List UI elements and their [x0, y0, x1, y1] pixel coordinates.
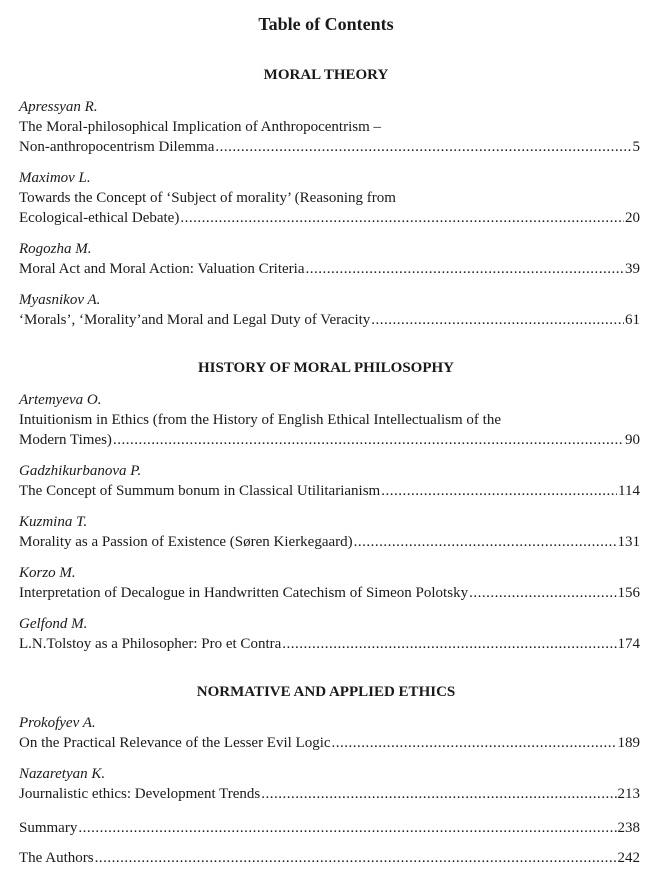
- entry-title-text: L.N.Tolstoy as a Philosopher: Pro et Contra: [19, 636, 282, 652]
- entry-title-last-line: [19, 583, 640, 603]
- toc-entry-prokofyev[interactable]: [19, 713, 640, 753]
- entry-title-last-line: [19, 848, 640, 868]
- toc-entry-the-authors[interactable]: [19, 848, 640, 868]
- entry-author: Gadzhikurbanova P.: [19, 463, 142, 479]
- entry-author: Myasnikov A.: [19, 292, 101, 308]
- entry-page-number: 90: [625, 432, 640, 448]
- entry-title-text: Summary: [19, 820, 78, 836]
- dot-leader: [261, 784, 616, 804]
- entry-title-text: Morality as a Passion of Existence (Søren Kierkegaard): [19, 534, 353, 550]
- entry-page-number: 238: [617, 820, 640, 836]
- entry-title-text: Moral Act and Moral Action: Valuation Criteria: [19, 261, 305, 277]
- dot-leader: [354, 532, 617, 552]
- entry-title-last-line: [19, 784, 640, 804]
- entry-page-number: 131: [617, 534, 640, 550]
- dot-leader: [469, 583, 616, 603]
- entry-page-number: 213: [617, 786, 640, 802]
- entry-author: Maximov L.: [19, 170, 91, 186]
- entry-page-number: 156: [617, 585, 640, 601]
- entry-title-text: The Authors: [19, 850, 94, 866]
- entry-title-last-line: [19, 259, 640, 279]
- toc-entry-summary[interactable]: [19, 818, 640, 838]
- entry-title-last-line: [19, 733, 640, 753]
- entry-author: Rogozha M.: [19, 241, 92, 257]
- entry-title-last-line: [19, 481, 640, 501]
- entry-author: Nazaretyan K.: [19, 766, 106, 782]
- entry-title-text: Modern Times): [19, 432, 112, 448]
- toc-entry-artemyeva[interactable]: [19, 390, 640, 450]
- toc-entry-maximov[interactable]: [19, 168, 640, 228]
- dot-leader: [282, 634, 616, 654]
- toc-entry-gadzhikurbanova[interactable]: [19, 461, 640, 501]
- toc-entry-myasnikov[interactable]: [19, 290, 640, 330]
- dot-leader: [180, 208, 624, 228]
- toc-entry-korzo[interactable]: [19, 563, 640, 603]
- dot-leader: [332, 733, 617, 753]
- entry-title-last-line: [19, 137, 640, 157]
- entry-title-last-line: [19, 208, 640, 228]
- entry-title-text: Ecological-ethical Debate): [19, 210, 180, 226]
- entry-title-text: On the Practical Relevance of the Lesser Evil Logic: [19, 735, 331, 751]
- toc-entry-apressyan[interactable]: [19, 97, 640, 157]
- toc-entry-nazaretyan[interactable]: [19, 764, 640, 804]
- entry-author: Apressyan R.: [19, 99, 98, 115]
- entry-author: Artemyeva O.: [19, 392, 102, 408]
- entry-author: Korzo M.: [19, 565, 76, 581]
- toc-entry-rogozha[interactable]: [19, 239, 640, 279]
- entry-page-number: 39: [625, 261, 640, 277]
- page-title: Table of Contents: [258, 14, 394, 34]
- dot-leader: [95, 848, 617, 868]
- dot-leader: [113, 430, 624, 450]
- dot-leader: [306, 259, 625, 279]
- entry-title-last-line: [19, 310, 640, 330]
- entry-title-line: The Moral-philosophical Implication of Anthropocentrism –: [19, 119, 382, 135]
- entry-author: Kuzmina T.: [19, 514, 88, 530]
- entry-title-text: The Concept of Summum bonum in Classical Utilitarianism: [19, 483, 381, 499]
- section-heading-history-of-moral-philosophy: HISTORY OF MORAL PHILOSOPHY: [197, 360, 455, 376]
- entry-title-line: Intuitionism in Ethics (from the History of English Ethical Intellectualism of the: [19, 412, 501, 428]
- dot-leader: [381, 481, 617, 501]
- dot-leader: [215, 137, 631, 157]
- toc-entry-kuzmina[interactable]: [19, 512, 640, 552]
- entry-title-text: Journalistic ethics: Development Trends: [19, 786, 261, 802]
- entry-title-text: Non-anthropocentrism Dilemma: [19, 139, 215, 155]
- entry-page-number: 5: [632, 139, 640, 155]
- section-heading-normative-and-applied-ethics: NORMATIVE AND APPLIED ETHICS: [196, 684, 456, 700]
- entry-page-number: 20: [625, 210, 640, 226]
- entry-title-line: Towards the Concept of ‘Subject of morality’ (Reasoning from: [19, 190, 396, 206]
- entry-page-number: 61: [625, 312, 640, 328]
- entry-page-number: 189: [617, 735, 640, 751]
- section-heading-moral-theory: MORAL THEORY: [263, 67, 389, 83]
- entry-title-text: Interpretation of Decalogue in Handwritten Catechism of Simeon Polotsky: [19, 585, 469, 601]
- dot-leader: [78, 818, 616, 838]
- toc-entry-gelfond[interactable]: [19, 614, 640, 654]
- entry-title-last-line: [19, 430, 640, 450]
- entry-title-last-line: [19, 634, 640, 654]
- entry-title-last-line: [19, 818, 640, 838]
- dot-leader: [371, 310, 624, 330]
- entry-page-number: 242: [617, 850, 640, 866]
- entry-author: Prokofyev A.: [19, 715, 96, 731]
- entry-page-number: 114: [618, 483, 640, 499]
- entry-author: Gelfond M.: [19, 616, 88, 632]
- entry-title-last-line: [19, 532, 640, 552]
- entry-page-number: 174: [617, 636, 640, 652]
- entry-title-text: ‘Morals’, ‘Morality’and Moral and Legal Duty of Veracity: [19, 312, 371, 328]
